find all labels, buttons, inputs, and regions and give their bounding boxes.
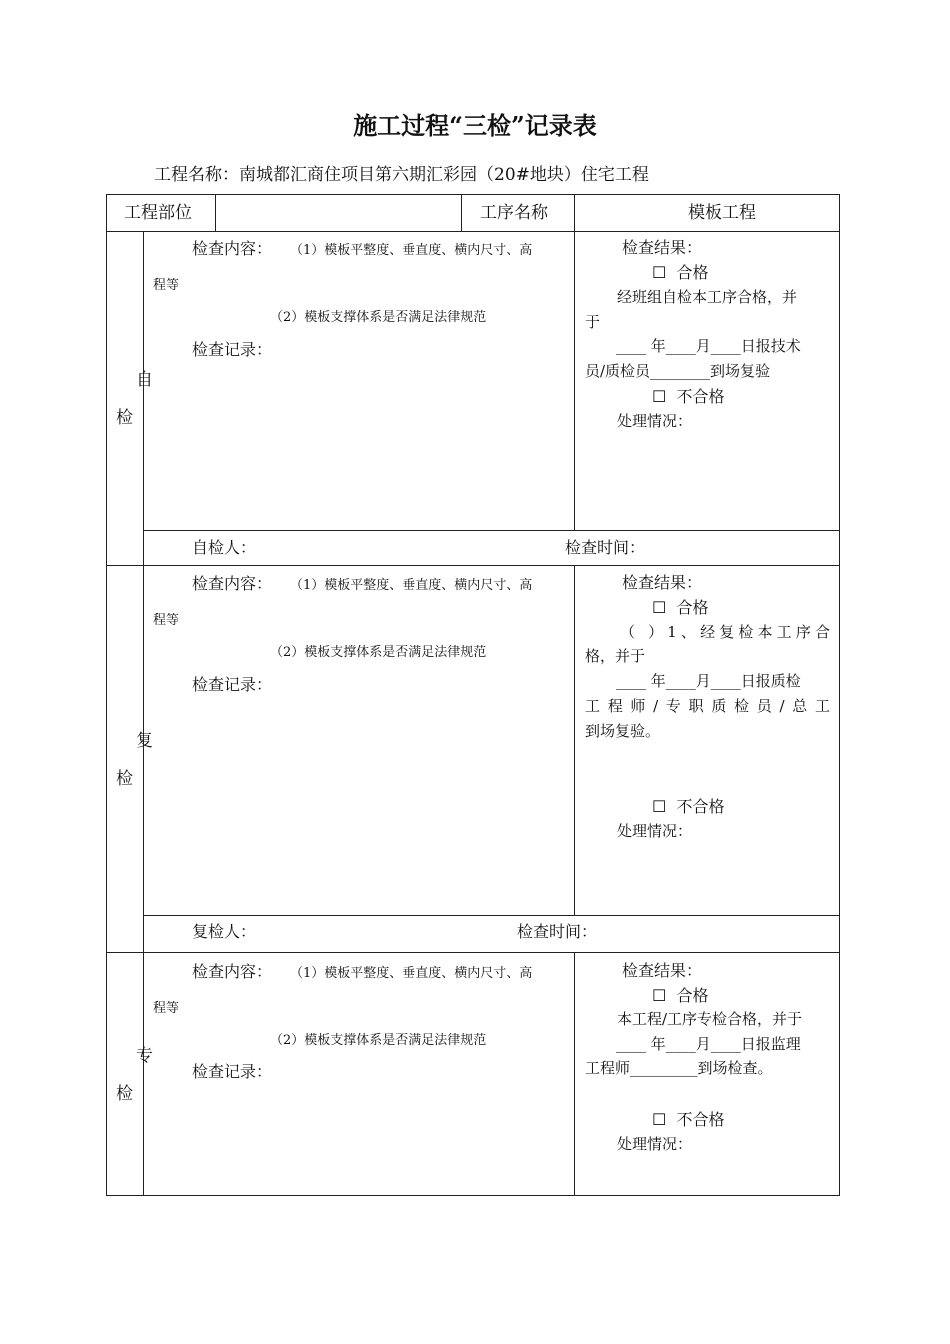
handle-label: 处理情况： <box>617 822 693 840</box>
page-title: 施工过程“三检”记录表 <box>353 111 597 140</box>
content-item-1-cont: 程等 <box>153 1001 180 1016</box>
content-item-1: （1）模板平整度、垂直度、横内尺寸、高 <box>290 578 533 593</box>
time-label: 检查时间： <box>565 538 646 557</box>
fail-checkbox[interactable] <box>652 1107 725 1130</box>
checkbox-icon: ☐ <box>652 387 667 406</box>
content-item-1-cont: 程等 <box>153 278 180 293</box>
side-label-self-bottom: 检 <box>116 408 133 428</box>
pass-checkbox[interactable] <box>652 260 709 283</box>
fail-label: 不合格 <box>676 387 725 406</box>
content-item-2: （2）模板支撑体系是否满足法律规范 <box>270 1033 487 1048</box>
side-label-re-bottom: 检 <box>116 769 133 789</box>
side-label-special-top: 专 <box>136 1046 153 1066</box>
content-label: 检查内容： <box>192 574 273 593</box>
pass-checkbox[interactable] <box>652 983 709 1006</box>
content-item-1: （1）模板平整度、垂直度、横内尺寸、高 <box>290 243 533 258</box>
fail-checkbox[interactable] <box>652 384 725 407</box>
checkbox-icon: ☐ <box>652 598 667 617</box>
pass-label: 合格 <box>676 598 709 617</box>
part-label: 工程部位 <box>124 203 192 223</box>
fail-checkbox[interactable] <box>652 794 725 817</box>
divider <box>461 194 462 231</box>
re-result-line2: 格，并于 <box>585 647 646 665</box>
self-inspector-label: 自检人： <box>192 538 257 557</box>
self-result-line4: 员/质检员________到场复验 <box>585 362 771 380</box>
pass-checkbox[interactable] <box>652 595 709 618</box>
divider <box>215 194 216 231</box>
time-label: 检查时间： <box>517 922 598 941</box>
result-label: 检查结果： <box>622 238 703 257</box>
divider <box>574 231 575 530</box>
side-label-re-top: 复 <box>136 731 153 751</box>
special-result-line1: 本工程/工序专检合格，并于 <box>617 1010 803 1028</box>
content-item-1-cont: 程等 <box>153 613 180 628</box>
side-label-self-top: 自 <box>136 370 153 390</box>
divider <box>574 194 575 231</box>
re-result-line3: ____ 年____月____日报质检 <box>616 672 801 690</box>
checkbox-icon: ☐ <box>652 1110 667 1129</box>
handle-label: 处理情况： <box>617 412 693 430</box>
divider <box>106 231 840 232</box>
handle-label: 处理情况： <box>617 1135 693 1153</box>
re-result-line1: （ ）1、经复检本工序合 <box>620 623 830 641</box>
re-result-line5: 到场复验。 <box>585 722 661 740</box>
checkbox-icon: ☐ <box>652 986 667 1005</box>
content-item-2: （2）模板支撑体系是否满足法律规范 <box>270 310 487 325</box>
project-name: 工程名称：南城都汇商住项目第六期汇彩园（20#地块）住宅工程 <box>154 165 649 185</box>
re-inspector-label: 复检人： <box>192 922 257 941</box>
content-item-1: （1）模板平整度、垂直度、横内尺寸、高 <box>290 966 533 981</box>
divider <box>106 565 840 566</box>
divider <box>106 952 840 953</box>
fail-label: 不合格 <box>676 797 725 816</box>
content-item-2: （2）模板支撑体系是否满足法律规范 <box>270 645 487 660</box>
record-label: 检查记录： <box>192 675 273 694</box>
record-label: 检查记录： <box>192 1062 273 1081</box>
self-result-line3: ____ 年____月____日报技术 <box>616 337 801 355</box>
process-value: 模板工程 <box>688 203 756 223</box>
content-label: 检查内容： <box>192 239 273 258</box>
re-result-line4: 工程师/专职质检员/总工 <box>585 697 830 715</box>
divider <box>574 952 575 1196</box>
checkbox-icon: ☐ <box>652 263 667 282</box>
divider <box>143 530 840 531</box>
record-label: 检查记录： <box>192 340 273 359</box>
result-label: 检查结果： <box>622 573 703 592</box>
pass-label: 合格 <box>676 263 709 282</box>
self-result-line2: 于 <box>585 313 601 331</box>
result-label: 检查结果： <box>622 961 703 980</box>
side-label-special-bottom: 检 <box>116 1084 133 1104</box>
special-result-line3: 工程师_________到场检查。 <box>585 1059 773 1077</box>
content-label: 检查内容： <box>192 962 273 981</box>
divider <box>143 915 840 916</box>
process-label: 工序名称 <box>480 203 548 223</box>
special-result-line2: ____ 年____月____日报监理 <box>616 1035 801 1053</box>
divider <box>574 565 575 915</box>
pass-label: 合格 <box>676 986 709 1005</box>
checkbox-icon: ☐ <box>652 797 667 816</box>
self-result-line1: 经班组自检本工序合格，并 <box>617 288 798 306</box>
fail-label: 不合格 <box>676 1110 725 1129</box>
